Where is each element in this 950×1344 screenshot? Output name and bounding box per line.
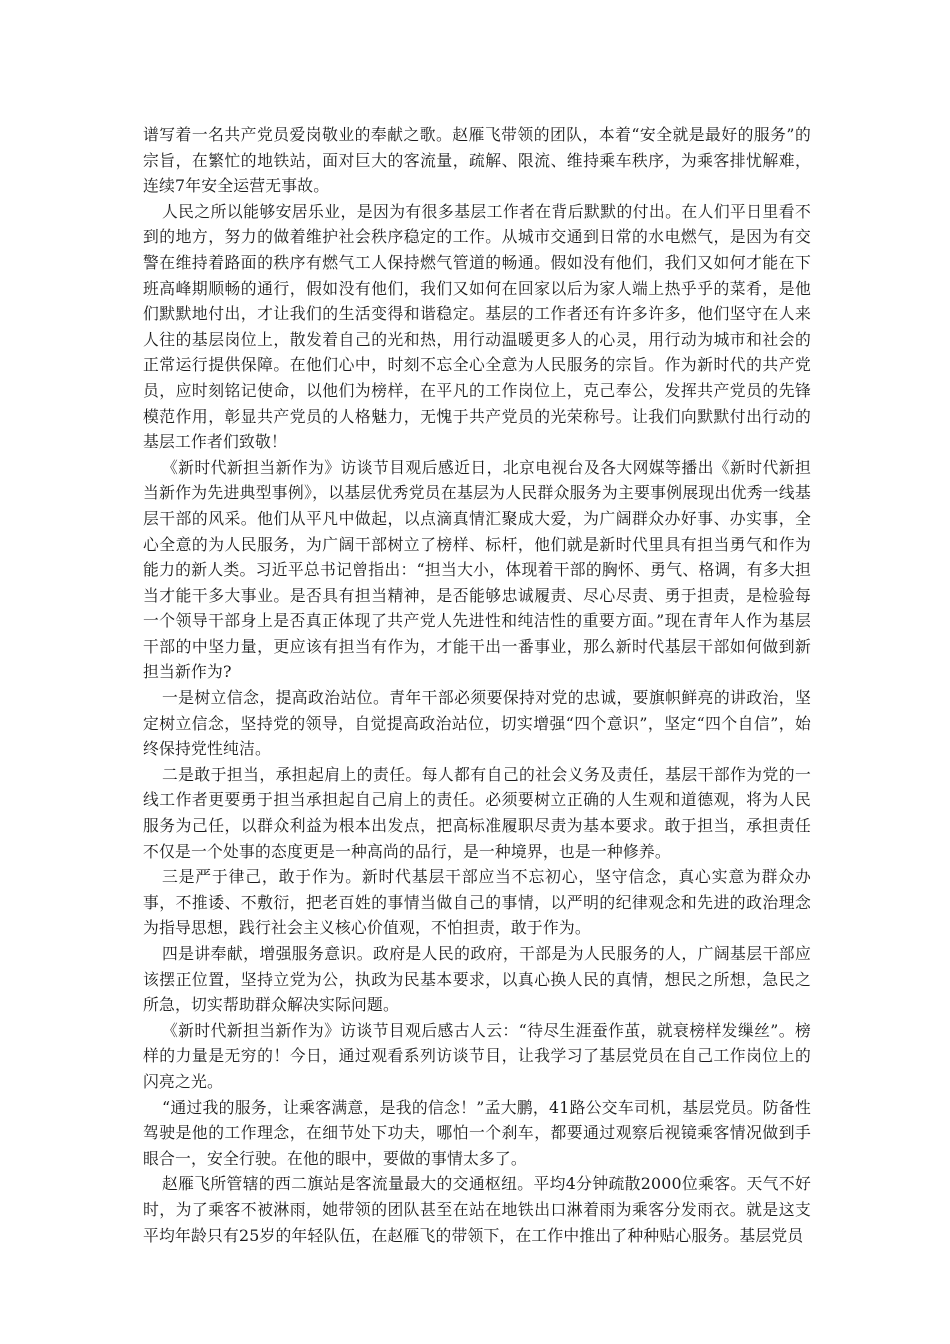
- document-body: [143, 122, 811, 1248]
- paragraph-8: 《新时代新担当新作为》访谈节目观后感古人云：“待尽生涯蚕作茧，就衰榜样发缫丝”。榜样的力量是无穷的！今日，通过观看系列访谈节目，让我学习了基层党员在自己工作岗位上的闪亮之光。: [143, 1020, 811, 1091]
- paragraph-1: 谱写着一名共产党员爱岗敬业的奉献之歌。赵雁飞带领的团队，本着“安全就是最好的服务”的宗旨，在繁忙的地铁站，面对巨大的客流量，疏解、限流、维持乘车秩序，为乘客排忧解难，连续7年安全运营无事故。: [143, 125, 811, 196]
- paragraph-5: 二是敢于担当，承担起肩上的责任。每人都有自己的社会义务及责任，基层干部作为党的一线工作者更要勇于担当承担起自己肩上的责任。必须要树立正确的人生观和道德观，将为人民服务为己任，以群众利益为根本出发点，把高标准履职尽责为基本要求。敢于担当，承担责任不仅是一个处事的态度更是一种高尚的品行，是一种境界，也是一种修养。: [143, 764, 811, 861]
- paragraph-6: 三是严于律己，敢于作为。新时代基层干部应当不忘初心，坚守信念，真心实意为群众办事，不推诿、不敷衍，把老百姓的事情当做自己的事情，以严明的纪律观念和先进的政治理念为指导思想，践行社会主义核心价值观，不怕担责，敢于作为。: [143, 867, 811, 938]
- paragraph-4: 一是树立信念，提高政治站位。青年干部必须要保持对党的忠诚，要旗帜鲜亮的讲政治，坚定树立信念，坚持党的领导，自觉提高政治站位，切实增强“四个意识”，坚定“四个自信”，始终保持党性纯洁。: [143, 688, 811, 759]
- paragraph-9: “通过我的服务，让乘客满意，是我的信念！”孟大鹏，41路公交车司机，基层党员。防备性驾驶是他的工作理念，在细节处下功夫，哪怕一个刹车，都要通过观察后视镜乘客情况做到手眼合一，安全行驶。在他的眼中，要做的事情太多了。: [143, 1097, 811, 1168]
- paragraph-3: 《新时代新担当新作为》访谈节目观后感近日，北京电视台及各大网媒等播出《新时代新担当新作为先进典型事例》，以基层优秀党员在基层为人民群众服务为主要事例展现出优秀一线基层干部的风采。他们从平凡中做起，以点滴真情汇聚成大爱，为广阔群众办好事、办实事，全心全意的为人民服务，为广阔干部树立了榜样、标杆，他们就是新时代里具有担当勇气和作为能力的新人类。习近平总书记曾指出：“担当大小，体现着干部的胸怀、勇气、格调，有多大担当才能干多大事业。是否具有担当精神，是否能够忠诚履责、尽心尽责、勇于担责，是检验每一个领导干部身上是否真正体现了共产党人先进性和纯洁性的重要方面。”现在青年人作为基层干部的中坚力量，更应该有担当有作为，才能干出一番事业，那么新时代基层干部如何做到新担当新作为?: [143, 457, 811, 682]
- paragraph-7: 四是讲奉献，增强服务意识。政府是人民的政府，干部是为人民服务的人，广阔基层干部应该摆正位置，坚持立党为公，执政为民基本要求，以真心换人民的真情，想民之所想，急民之所急，切实帮助群众解决实际问题。: [143, 944, 811, 1015]
- paragraph-2: 人民之所以能够安居乐业，是因为有很多基层工作者在背后默默的付出。在人们平日里看不到的地方，努力的做着维护社会秩序稳定的工作。从城市交通到日常的水电燃气，是因为有交警在维持着路面的秩序有燃气工人保持燃气管道的畅通。假如没有他们，我们又如何才能在下班高峰期顺畅的通行，假如没有他们，我们又如何在回家以后为家人端上热乎乎的菜肴，是他们默默地付出，才让我们的生活变得和谐稳定。基层的工作者还有许多许多，他们坚守在人来人往的基层岗位上，散发着自己的光和热，用行动温暖更多人的心灵，用行动为城市和社会的正常运行提供保障。在他们心中，时刻不忘全心全意为人民服务的宗旨。作为新时代的共产党员，应时刻铭记使命，以他们为榜样，在平凡的工作岗位上，克己奉公，发挥共产党员的先锋模范作用，彰显共产党员的人格魅力，无愧于共产党员的光荣称号。让我们向默默付出行动的基层工作者们致敬！: [143, 201, 811, 452]
- paragraph-10: 赵雁飞所管辖的西二旗站是客流量最大的交通枢纽。平均4分钟疏散2000位乘客。天气不好时，为了乘客不被淋雨，她带领的团队甚至在站在地铁出口淋着雨为乘客分发雨衣。就是这支平均年龄只有25岁的年轻队伍，在赵雁飞的带领下，在工作中推出了种种贴心服务。基层党员: [143, 1174, 811, 1245]
